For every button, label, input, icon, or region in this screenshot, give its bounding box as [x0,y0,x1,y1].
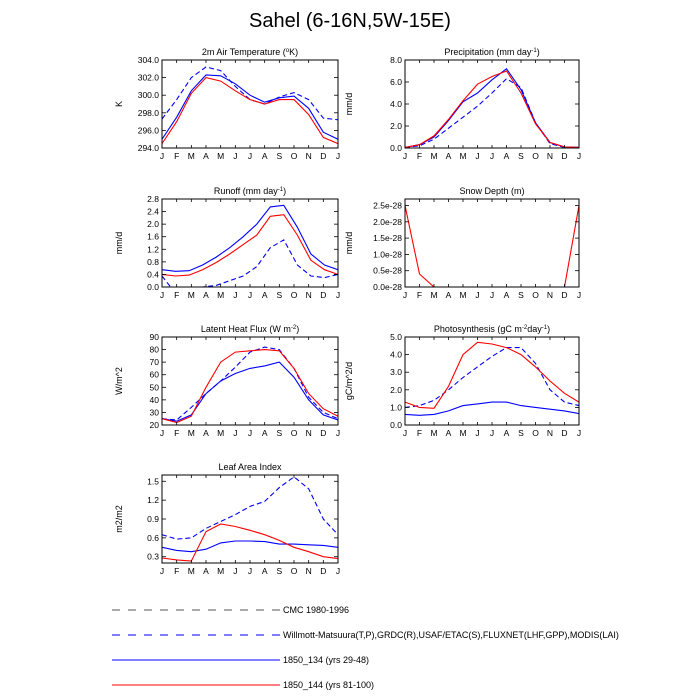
y-tick-label: 1.0 [390,402,402,413]
x-tick-label: J [233,290,238,300]
x-tick-label: J [247,290,253,300]
x-tick-label: J [247,151,253,161]
x-tick-label: M [187,151,195,161]
x-tick-label: S [518,428,524,438]
x-tick-label: J [233,566,238,576]
x-tick-label: J [159,151,165,161]
y-tick-label: 296.0 [137,125,159,136]
y-tick-label: 1.2 [147,244,159,255]
x-tick-label: M [430,290,438,300]
x-tick-label: M [187,566,195,576]
y-tick-label: 80 [149,344,159,355]
x-tick-label: S [518,151,524,161]
x-tick-label: F [416,290,423,300]
x-tick-label: M [187,290,195,300]
panel-title: Runoff (mm day$^{-1}$) [213,186,287,196]
legend-item-1 [112,630,619,640]
plot-frame [162,199,338,287]
plot-frame [162,475,338,563]
plot-frame [405,60,579,148]
x-tick-label: N [546,290,554,300]
y-tick-label: 60 [149,369,159,380]
x-tick-label: N [305,151,312,161]
y-tick-label: 294.0 [137,143,159,153]
panel-0 [114,47,340,161]
x-tick-label: M [459,151,467,161]
series-line-red [405,342,579,408]
x-tick-label: J [402,151,408,161]
panel-6 [114,462,340,576]
legend-item-2 [112,655,369,665]
x-tick-label: J [247,566,253,576]
series-line-red [162,350,338,423]
x-tick-label: D [320,290,327,300]
y-tick-label: 4.0 [390,99,402,109]
x-tick-label: M [430,428,438,438]
y-tick-label: 2.0 [147,219,159,230]
x-tick-label: A [503,428,510,438]
x-tick-label: J [335,290,341,300]
x-tick-label: N [305,290,312,300]
y-tick-label: 1.5e-28 [373,233,402,244]
x-tick-label: O [532,290,539,300]
panel-1 [344,47,581,161]
y-tick-label: 302.0 [137,72,159,83]
y-tick-label: 40 [149,394,159,405]
x-tick-label: M [187,428,195,438]
y-tick-label: 0.4 [147,269,159,280]
x-tick-label: J [489,428,495,438]
series-line-blue [405,69,579,148]
y-axis-label: mm/d [114,231,124,255]
x-tick-label: D [561,428,568,438]
x-tick-label: J [233,151,238,161]
x-tick-label: O [532,151,539,161]
x-tick-label: A [203,151,209,161]
x-tick-label: A [445,151,452,161]
x-tick-label: F [416,428,423,438]
x-tick-label: J [335,428,341,438]
x-tick-label: O [290,151,298,161]
legend-item-0 [112,605,349,615]
y-tick-label: 0.3 [147,551,159,562]
y-axis-label: mm/d [344,231,354,255]
plot-frame [162,337,338,425]
series-line-obs-dash [405,348,579,408]
y-tick-label: 6.0 [390,77,402,87]
series-line-red [405,71,579,147]
x-tick-label: S [276,290,283,300]
y-tick-label: 3.0 [390,367,402,378]
x-tick-label: A [203,428,209,438]
y-tick-label: 298.0 [137,107,159,118]
y-tick-label: 2.0e-28 [373,216,402,227]
panel-title: Precipitation (mm day$^{-1}$) [444,47,540,57]
x-tick-label: D [320,428,327,438]
y-axis-label: mm/d [344,92,354,116]
series-line-red [405,206,579,288]
y-tick-label: 2.8 [147,194,159,204]
series-line-blue [162,75,338,139]
y-tick-label: 1.6 [147,231,159,242]
x-tick-label: S [276,566,283,576]
y-axis-label: gC/m^2/d [344,361,354,401]
x-tick-label: J [402,428,408,438]
y-tick-label: 300.0 [137,90,159,101]
x-tick-label: J [247,428,253,438]
x-tick-label: O [290,290,298,300]
x-tick-label: M [430,151,438,161]
x-tick-label: A [445,428,452,438]
legend-label: 1850_134 (yrs 29-48) [283,655,370,665]
x-tick-label: F [174,428,180,438]
y-tick-label: 20 [149,420,159,430]
panel-2 [114,186,340,300]
series-line-red [162,78,338,144]
x-tick-label: N [305,566,312,576]
x-tick-label: A [261,151,268,161]
x-tick-label: J [159,428,165,438]
x-tick-label: J [159,290,165,300]
legend-label: CMC 1980-1996 [283,605,350,615]
y-tick-label: 0.0e-28 [373,282,402,292]
y-tick-label: 0.8 [147,256,159,267]
x-tick-label: M [459,290,467,300]
y-tick-label: 30 [149,407,159,418]
y-tick-label: 2.0 [390,384,402,395]
x-tick-label: M [217,290,225,300]
x-tick-label: J [335,566,341,576]
x-tick-label: O [290,566,298,576]
y-tick-label: 0.0 [390,420,402,430]
y-tick-label: 5.0 [390,332,402,342]
y-tick-label: 2.4 [147,206,159,217]
panel-title: 2m Air Temperature ($^o$K) [201,47,299,57]
panel-3 [344,186,581,300]
x-tick-label: N [546,151,554,161]
series-line-blue [405,402,579,415]
x-tick-label: F [416,151,423,161]
x-tick-label: O [290,428,298,438]
y-tick-label: 90 [149,332,159,342]
y-tick-label: 2.5e-28 [373,200,402,211]
main-title: Sahel (6-16N,5W-15E) [249,10,451,32]
x-tick-label: A [203,290,209,300]
x-tick-label: J [576,290,582,300]
y-tick-label: 2.0 [390,121,402,131]
x-tick-label: N [546,428,554,438]
x-tick-label: M [217,566,225,576]
x-tick-label: D [320,151,327,161]
x-tick-label: J [576,428,582,438]
panel-title: Leaf Area Index [218,462,282,472]
y-tick-label: 0.5e-28 [373,265,402,276]
series-line-blue [162,541,338,552]
x-tick-label: S [518,290,524,300]
x-tick-label: A [445,290,452,300]
x-tick-label: M [459,428,467,438]
x-tick-label: M [217,151,225,161]
x-tick-label: A [261,428,268,438]
x-tick-label: A [261,290,268,300]
x-tick-label: J [576,151,582,161]
legend-label: 1850_144 (yrs 81-100) [283,680,375,690]
panel-5 [344,324,581,438]
x-tick-label: D [561,290,568,300]
x-tick-label: A [503,151,510,161]
y-tick-label: 1.0e-28 [373,249,402,260]
panel-4 [114,324,340,438]
x-tick-label: J [489,290,495,300]
x-tick-label: M [217,428,225,438]
x-tick-label: S [276,151,283,161]
series-line-red [162,524,338,561]
x-tick-label: D [561,151,568,161]
series-line-red [162,215,338,276]
series-line-obs-dash [162,347,338,420]
x-tick-label: F [174,290,180,300]
legend-label: Willmott-Matsuura(T,P),GRDC(R),USAF/ETAC(S),FLUXNET(LHF,GPP),MODIS(LAI) [283,630,619,640]
y-tick-label: 1.5 [147,476,159,487]
x-tick-label: J [159,566,165,576]
x-tick-label: D [320,566,327,576]
x-tick-label: J [233,428,238,438]
series-line-blue [162,362,338,421]
legend-item-3 [112,680,374,690]
panel-title: Photosynthesis (gC $m^{-2}day^{-1}$) [433,324,551,334]
y-tick-label: 304.0 [137,55,159,65]
x-tick-label: A [203,566,209,576]
y-tick-label: 0.6 [147,532,159,543]
y-tick-label: 1.2 [147,495,159,506]
x-tick-label: A [261,566,268,576]
panel-title: Snow Depth (m) [459,186,525,196]
x-tick-label: J [402,290,408,300]
x-tick-label: F [174,566,180,576]
y-axis-label: K [114,100,124,108]
y-tick-label: 50 [149,382,159,393]
x-tick-label: J [489,151,495,161]
y-tick-label: 8.0 [390,55,402,65]
x-tick-label: J [475,151,480,161]
y-tick-label: 4.0 [390,349,402,360]
x-tick-label: F [174,151,180,161]
plot-frame [405,199,579,287]
x-tick-label: J [475,290,480,300]
x-tick-label: N [305,428,312,438]
panel-title: Latent Heat Flux (W $m^{-2}$) [200,324,300,334]
y-axis-label: W/m^2 [114,367,124,395]
x-tick-label: J [335,151,341,161]
y-tick-label: 0.0 [390,143,402,153]
x-tick-label: O [532,428,539,438]
y-tick-label: 0.9 [147,514,159,524]
y-tick-label: 70 [149,357,159,368]
plot-frame [405,337,579,425]
y-axis-label: m2/m2 [114,505,124,533]
x-tick-label: J [475,428,480,438]
x-tick-label: A [503,290,510,300]
x-tick-label: S [276,428,283,438]
series-line-obs-dash [162,67,338,120]
y-tick-label: 0.0 [147,282,159,292]
